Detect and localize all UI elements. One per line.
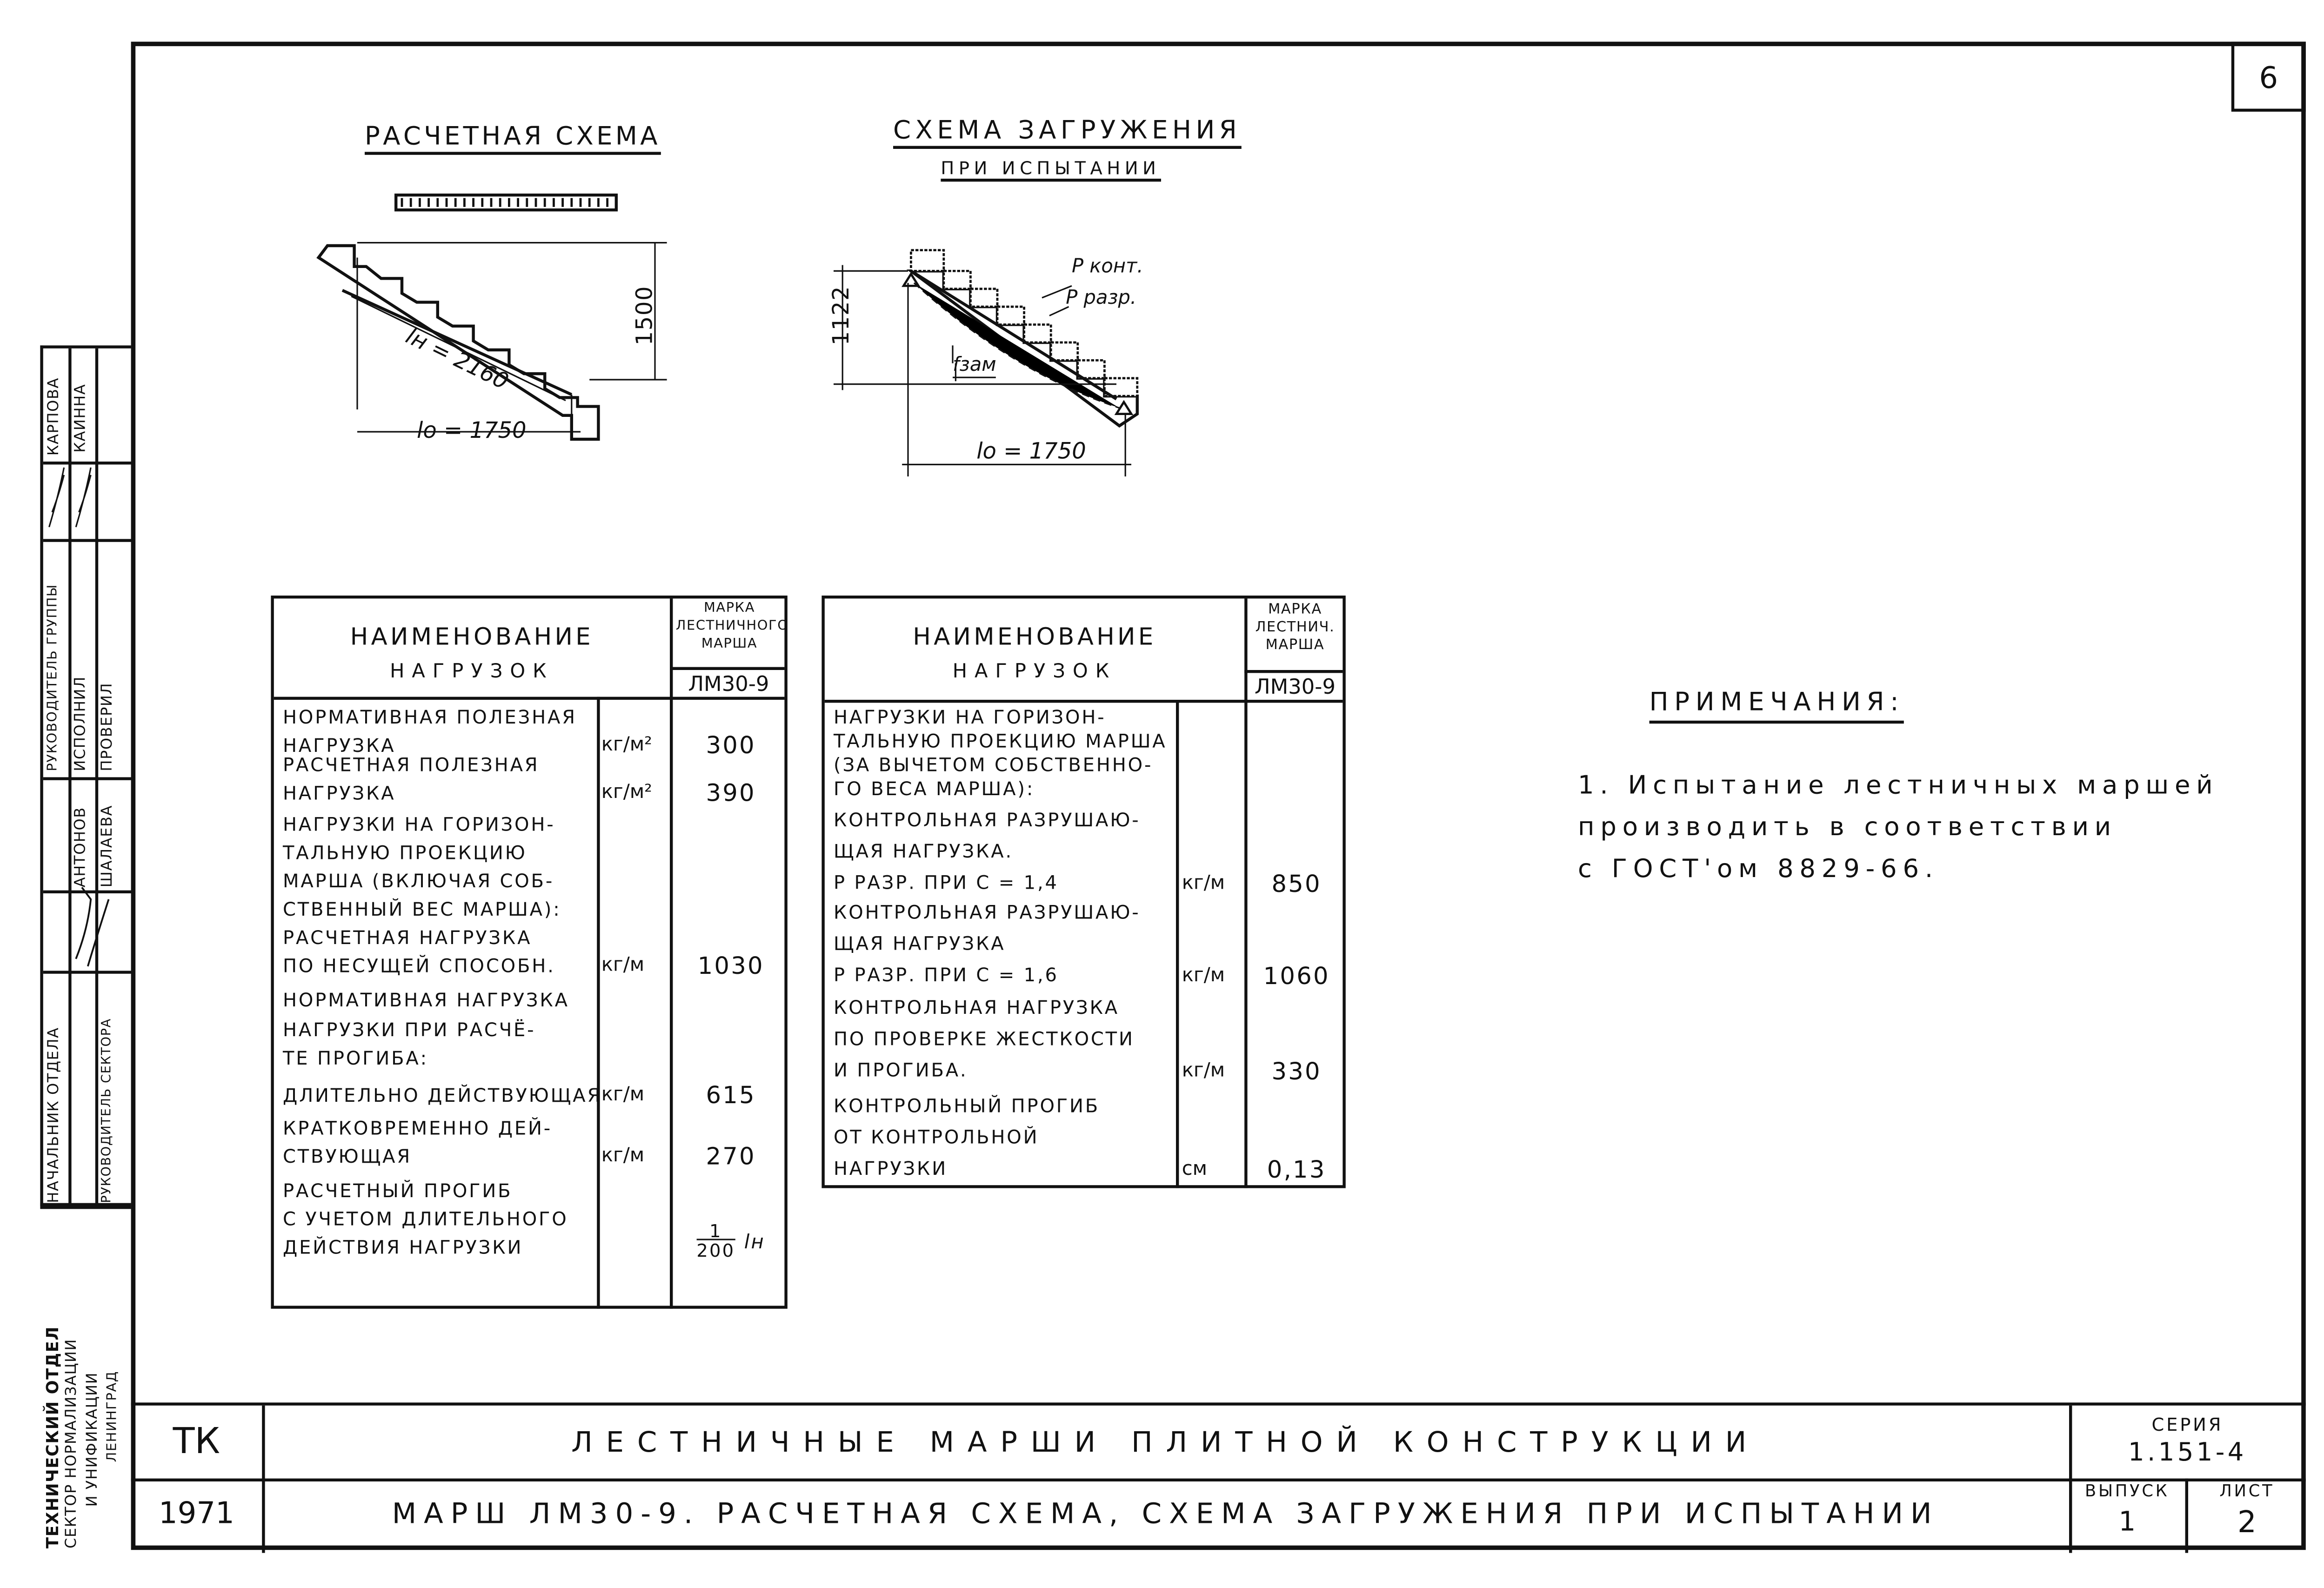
series-label: СЕРИЯ: [2151, 1414, 2224, 1435]
table-mark: ЛМ30-9: [1254, 676, 1336, 700]
load-unit: кг/м: [1182, 1060, 1225, 1083]
title-block: [131, 1402, 2306, 1553]
load-name: НАГРУЗКИ ПРИ РАСЧЁ- ТЕ ПРОГИБА:: [283, 1018, 536, 1069]
stamp-name: КАРПОВА: [46, 377, 63, 456]
org-line: СЕКТОР НОРМАЛИЗАЦИИ: [64, 1338, 80, 1548]
table-row: [825, 992, 1343, 1085]
drawing-subtitle: МАРШ ЛМ30-9. РАСЧЕТНАЯ СХЕМА, СХЕМА ЗАГРУЖЕНИЯ ПРИ ИСПЫТАНИИ: [392, 1498, 1939, 1531]
load-unit: кг/м: [601, 1084, 645, 1106]
load-scheme-title: СХЕМА ЗАГРУЖЕНИЯ: [893, 116, 1241, 149]
fraction-suffix: lн: [744, 1232, 765, 1254]
load-name: КОНТРОЛЬНАЯ НАГРУЗКА ПО ПРОВЕРКЕ ЖЕСТКОСТИ И ПРОГИБА.: [834, 996, 1135, 1081]
stamp-role: РУКОВОДИТЕЛЬ СЕКТОРА: [100, 1018, 115, 1203]
load-value: [673, 1222, 789, 1261]
load-unit: см: [1182, 1158, 1208, 1181]
header-line: НАГРУЗОК: [390, 661, 554, 683]
load-value: 850: [1271, 869, 1322, 898]
load-name: КОНТРОЛЬНЫЙ ПРОГИБ ОТ КОНТРОЛЬНОЙ НАГРУЗКИ: [834, 1094, 1100, 1179]
ln-dimension: lн = 2160: [401, 322, 513, 395]
drawing-title: ЛЕСТНИЧНЫЕ МАРШИ ПЛИТНОЙ КОНСТРУКЦИИ: [571, 1426, 1760, 1459]
load-unit: кг/м: [601, 1145, 645, 1167]
org-line: ТЕХНИЧЕСКИЙ ОТДЕЛ: [43, 1326, 63, 1548]
deflection-label: fзам: [953, 355, 996, 378]
height-dimension: 1122: [828, 285, 855, 346]
load-value: 615: [706, 1081, 756, 1109]
signature-stamp: [40, 345, 131, 1206]
table-mark: ЛМ30-9: [688, 673, 769, 697]
load-name: КРАТКОВРЕМЕННО ДЕЙ- СТВУЮЩАЯ: [283, 1117, 553, 1167]
load-name: РАСЧЕТНЫЙ ПРОГИБ С УЧЕТОМ ДЛИТЕЛЬНОГО ДЕЙСТВИЯ НАГРУЗКИ: [283, 1179, 568, 1258]
stamp-name: КАИННА: [73, 383, 89, 453]
load-name: РАСЧЕТНАЯ НАГРУЗКА ПО НЕСУЩЕЙ СПОСОБН.: [283, 926, 555, 977]
load-name: КОНТРОЛЬНАЯ РАЗРУШАЮ- ЩАЯ НАГРУЗКА Р РАЗР. ПРИ С = 1,6: [834, 901, 1141, 986]
notes-title: ПРИМЕЧАНИЯ:: [1650, 688, 1905, 724]
stamp-name: АНТОНОВ: [73, 807, 89, 888]
load-name: НОРМАТИВНАЯ ПОЛЕЗНАЯ НАГРУЗКА: [283, 705, 577, 757]
table-row: [825, 896, 1343, 990]
load-name: КОНТРОЛЬНАЯ РАЗРУШАЮ- ЩАЯ НАГРУЗКА. Р РАЗР. ПРИ С = 1,4: [834, 808, 1141, 893]
load-value: 1060: [1263, 962, 1330, 990]
table-row: [274, 1081, 785, 1109]
load-unit: кг/м: [1182, 872, 1225, 895]
table-row: [825, 804, 1343, 898]
issue-label: ВЫПУСК: [2085, 1481, 2170, 1501]
p-control-label: P конт.: [1072, 256, 1143, 279]
p-break-label: P разр.: [1066, 287, 1137, 310]
calc-scheme-title: РАСЧЕТНАЯ СХЕМА: [365, 122, 661, 154]
header-line: НАИМЕНОВАНИЕ: [350, 622, 594, 651]
stamp-role: НАЧАЛЬНИК ОТДЕЛА: [46, 1027, 63, 1203]
stamp-role: РУКОВОДИТЕЛЬ ГРУППЫ: [46, 584, 61, 771]
load-unit: кг/м: [1182, 965, 1225, 987]
load-name: НОРМАТИВНАЯ НАГРУЗКА: [283, 988, 569, 1011]
load-name: НАГРУЗКИ НА ГОРИЗОН- ТАЛЬНУЮ ПРОЕКЦИЮ МАРША (ЗА ВЫЧЕТОМ СОБСТВЕННО- ГО ВЕСА МАРША):: [834, 705, 1167, 800]
table-row: [274, 1015, 785, 1072]
load-value: 390: [706, 778, 756, 807]
header-line: НАГРУЗОК: [952, 661, 1117, 683]
load-value: 270: [706, 1142, 756, 1171]
loads-table-test: [821, 596, 1345, 1188]
note-item: 1. Испытание лестничных маршей производить в соответствии с ГОСТ'ом 8829-66.: [1578, 771, 2219, 884]
header-line: НАИМЕНОВАНИЕ: [913, 622, 1156, 651]
stamp-name: ШАЛАЕВА: [100, 804, 116, 888]
stamp-role: ПРОВЕРИЛ: [100, 682, 116, 771]
table-row: [825, 1090, 1343, 1184]
table-row: [274, 750, 785, 807]
table-row: [274, 1114, 785, 1171]
load-name: ДЛИТЕЛЬНО ДЕЙСТВУЮЩАЯ: [283, 1084, 602, 1106]
lo-dimension: lо = 1750: [417, 417, 527, 444]
organization-block: [40, 1206, 131, 1553]
load-value: 330: [1271, 1057, 1322, 1085]
sheet-number: 6: [2259, 59, 2278, 95]
load-scheme-subtitle: ПРИ ИСПЫТАНИИ: [941, 158, 1160, 181]
load-value: 0,13: [1267, 1155, 1326, 1184]
table-header-mark: МАРКА ЛЕСТНИЧНОГО МАРША: [675, 601, 789, 652]
load-name: РАСЧЕТНАЯ ПОЛЕЗНАЯ НАГРУЗКА: [283, 753, 540, 804]
load-name: НАГРУЗКИ НА ГОРИЗОН- ТАЛЬНУЮ ПРОЕКЦИЮ МАРША (ВКЛЮЧАЯ СОБ- СТВЕННЫЙ ВЕС МАРША):: [283, 813, 561, 920]
table-header-mark: МАРКА ЛЕСТНИЧ. МАРША: [1255, 601, 1335, 654]
org-line: И УНИФИКАЦИИ: [85, 1372, 101, 1507]
table-row: [274, 810, 785, 923]
load-value: 300: [706, 731, 756, 759]
table-header-name: [274, 619, 670, 691]
sheet-number-box: [2231, 42, 2306, 112]
table-row: [274, 923, 785, 980]
fraction-numerator: 1: [709, 1221, 722, 1242]
issue-value: 1: [2118, 1507, 2136, 1538]
lo-dimension: lо = 1750: [976, 437, 1086, 465]
table-row: [274, 1176, 785, 1261]
loads-table-design: [271, 596, 787, 1309]
fraction-denominator: 200: [696, 1239, 735, 1261]
load-unit: кг/м²: [601, 782, 652, 804]
signatures: [43, 348, 134, 1209]
table-header-name: [825, 619, 1244, 691]
sheet-value: 2: [2237, 1504, 2257, 1540]
sheet-label: ЛИСТ: [2219, 1481, 2275, 1501]
height-dimension: 1500: [631, 285, 658, 346]
series-value: 1.151-4: [2128, 1438, 2247, 1468]
load-value: 1030: [697, 951, 764, 980]
org-line: ЛЕНИНГРАД: [106, 1371, 121, 1462]
table-row: [825, 706, 1343, 801]
stamp-role: ИСПОЛНИЛ: [73, 676, 89, 771]
load-unit: кг/м: [601, 954, 645, 977]
load-unit: кг/м²: [601, 734, 652, 757]
title-year: 1971: [158, 1494, 234, 1531]
title-code: ТК: [173, 1420, 220, 1462]
table-row: [274, 985, 785, 1014]
